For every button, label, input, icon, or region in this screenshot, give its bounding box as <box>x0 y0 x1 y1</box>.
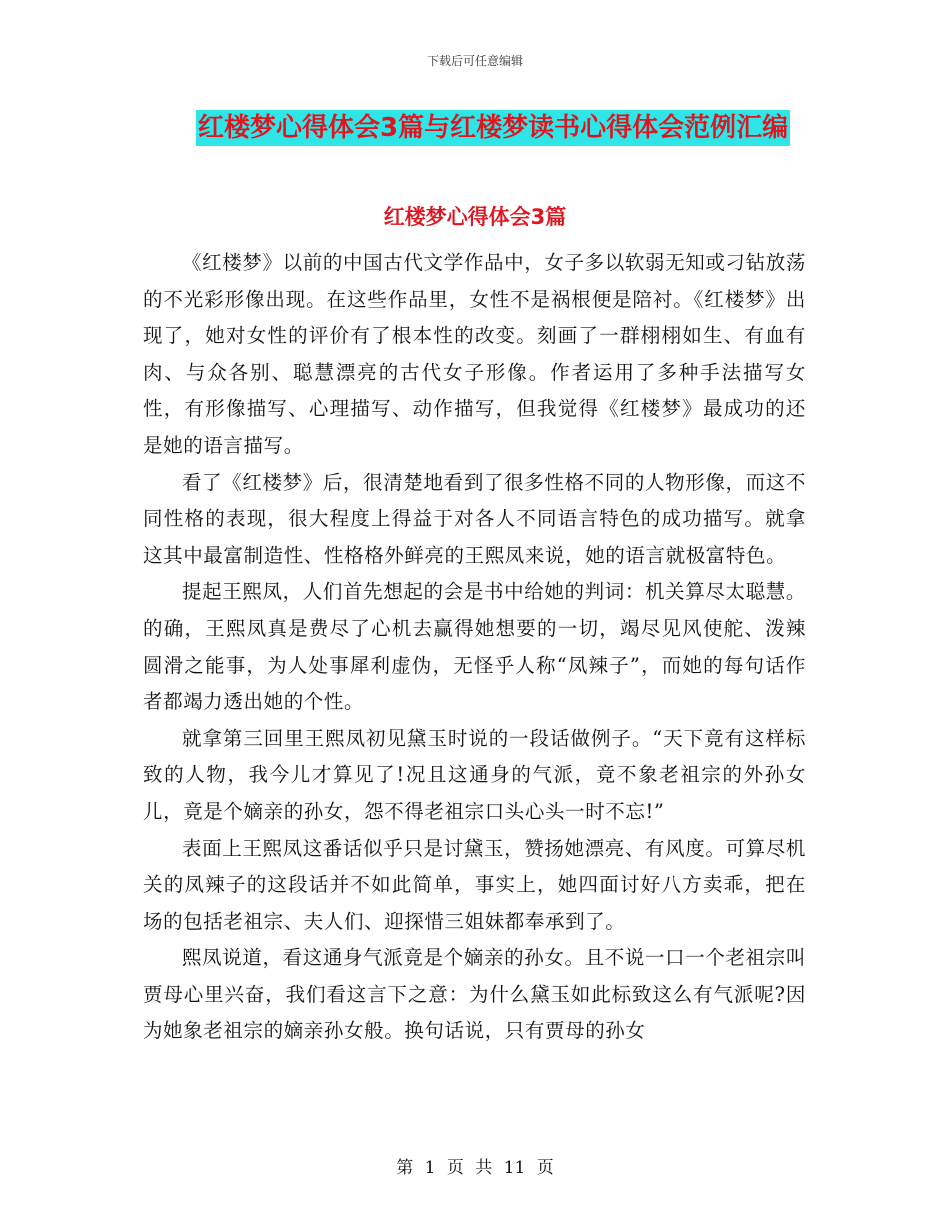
document-main-title: 红楼梦心得体会3篇与红楼梦读书心得体会范例汇编 <box>196 110 790 146</box>
page-number-footer: 第 1 页 共 11 页 <box>396 1158 554 1178</box>
paragraph: 熙凤说道，看这通身气派竟是个嫡亲的孙女。且不说一口一个老祖宗叫贾母心里兴奋，我们看这言下之意：为什么黛玉如此标致这么有气派呢?因为她象老祖宗的嫡亲孙女般。换句话说，只有贾母的孙女 <box>143 946 806 1043</box>
paragraph: 表面上王熙凤这番话似乎只是讨黛玉，赞扬她漂亮、有风度。可算尽机关的凤辣子的这段话并不如此简单，事实上，她四面讨好八方卖乖，把在场的包括老祖宗、夫人们、迎探惜三姐妹都奉承到了。 <box>143 836 806 933</box>
section-title: 红楼梦心得体会3篇 <box>383 205 567 229</box>
paragraph: 就拿第三回里王熙凤初见黛玉时说的一段话做例子。“天下竟有这样标致的人物，我今儿才算见了!况且这通身的气派，竟不象老祖宗的外孙女儿，竟是个嫡亲的孙女，怨不得老祖宗口头心头一时不忘!” <box>143 726 806 823</box>
paragraph: 提起王熙凤，人们首先想起的会是书中给她的判词：机关算尽太聪慧。的确，王熙凤真是费尽了心机去赢得她想要的一切，竭尽见风使舵、泼辣圆滑之能事，为人处事犀利虚伪，无怪乎人称“凤辣子”，而她的每句话作者都竭力透出她的个性。 <box>143 580 806 714</box>
document-body <box>143 245 806 1050</box>
paragraph: 看了《红楼梦》后，很清楚地看到了很多性格不同的人物形像，而这不同性格的表现，很大程度上得益于对各人不同语言特色的成功描写。就拿这其中最富制造性、性格格外鲜亮的王熙凤来说，她的语言就极富特色。 <box>143 470 806 567</box>
header-note: 下载后可任意编辑 <box>426 54 523 68</box>
paragraph: 《红楼梦》以前的中国古代文学作品中，女子多以软弱无知或刁钻放荡的不光彩形像出现。在这些作品里，女性不是祸根便是陪衬。《红楼梦》出现了，她对女性的评价有了根本性的改变。刻画了一群栩栩如生、有血有肉、与众各别、聪慧漂亮的古代女子形像。作者运用了多种手法描写女性，有形像描写、心理描写、动作描写，但我觉得《红楼梦》最成功的还是她的语言描写。 <box>143 251 806 457</box>
